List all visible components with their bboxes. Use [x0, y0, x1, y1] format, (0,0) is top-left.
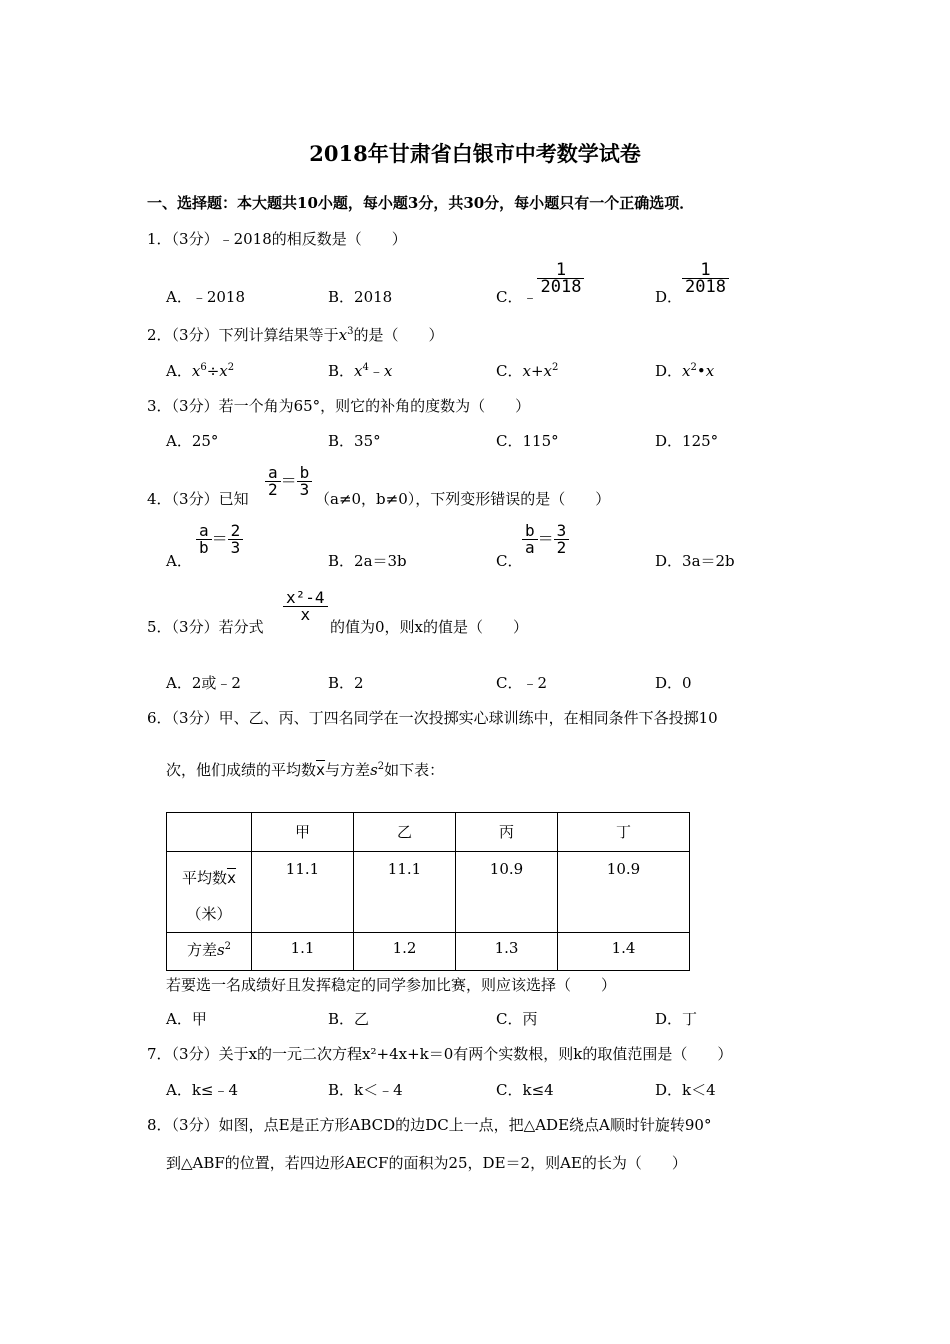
q1-option-c [496, 260, 584, 306]
x-bar-symbol: $\overline{x}$ [316, 761, 326, 779]
q6-option-c: C．丙 [496, 1010, 538, 1028]
q6-option-b: B．乙 [328, 1010, 370, 1028]
table-header-ding: 丁 [558, 813, 690, 852]
q4-stem-pre: 4．（3分）已知 [147, 490, 249, 508]
section-heading: 一、选择题：本大题共10小题，每小题3分，共30分，每小题只有一个正确选项． [147, 194, 695, 212]
q7-option-a: A．k≤﹣4 [166, 1081, 239, 1099]
table-row-mean-label [167, 852, 252, 933]
table-cell: 1.3 [456, 933, 558, 971]
q6-stem2-mid: 与方差 [325, 761, 371, 779]
fraction-numerator: x²-4 [283, 590, 328, 607]
q1-option-a: A．﹣2018 [166, 288, 246, 306]
q5-option-d: D．0 [655, 674, 692, 692]
table-row-mean [167, 852, 690, 933]
q2-option-c: C．$x+x^2$ [496, 362, 559, 380]
option-label: B． [328, 362, 355, 380]
table-cell: 1.1 [252, 933, 354, 971]
q5-option-b: B．2 [328, 674, 364, 692]
table-corner-cell [167, 813, 252, 852]
table-header-yi: 乙 [354, 813, 456, 852]
fraction-denominator: 2018 [540, 277, 582, 297]
q5-stem-post: 的值为0，则x的值是（ ） [330, 618, 529, 636]
table-header-row [167, 813, 690, 852]
q6-data-table [166, 812, 690, 971]
q3-stem: 3．（3分）若一个角为65°，则它的补角的度数为（ ） [147, 397, 531, 415]
table-cell: 10.9 [558, 852, 690, 933]
q5-fraction [283, 590, 328, 623]
q4-option-a-label: A． [166, 552, 192, 570]
fraction-numerator: 1 [537, 262, 584, 279]
fraction-a-over-2: $\frac{a}{2}$ [265, 465, 281, 498]
option-label: A． [166, 362, 192, 380]
fraction-numerator: 1 [682, 262, 729, 279]
fraction-denominator: x [300, 605, 311, 624]
q7-stem: 7．（3分）关于x的一元二次方程x²+4x+k＝0有两个实数根，则k的取值范围是（ ） [147, 1045, 733, 1063]
q1-c-fraction [537, 262, 584, 295]
q1-option-d [655, 260, 729, 306]
q2-option-b: B．$x^4﹣x$ [328, 362, 393, 380]
q6-option-a: A．甲 [166, 1010, 207, 1028]
q2-stem-post: 的是（ ） [353, 326, 444, 344]
q2-stem-pre: 2．（3分）下列计算结果等于 [147, 326, 339, 344]
q7-option-d: D．k＜4 [655, 1081, 716, 1099]
q4-option-d: D．3a＝2b [655, 552, 735, 570]
q2-stem: 2．（3分）下列计算结果等于$x^3$的是（ ） [147, 326, 444, 344]
q5-stem-pre: 5．（3分）若分式 [147, 618, 264, 636]
q6-option-d: D．丁 [655, 1010, 698, 1028]
q1-d-fraction [682, 262, 729, 295]
page-title: 2018年甘肃省白银市中考数学试卷 [309, 141, 641, 166]
table-cell: 10.9 [456, 852, 558, 933]
table-row-variance-label: 方差$s^2$ [167, 933, 252, 971]
q7-option-c: C．k≤4 [496, 1081, 554, 1099]
q3-option-b: B．35° [328, 432, 381, 450]
q4-given-equation: $\frac{a}{2}$ ＝ $\frac{b}{3}$ [265, 465, 312, 498]
q2-option-d: D．$x^2•x$ [655, 362, 715, 380]
q6-stem2-pre: 次，他们成绩的平均数 [166, 761, 317, 779]
q3-option-c: C．115° [496, 432, 559, 450]
q1-option-b: B．2018 [328, 288, 393, 306]
q1-d-label: D． [655, 288, 683, 306]
q4-option-a-equation: $\frac{a}{b}$ ＝ $\frac{2}{3}$ [196, 523, 243, 556]
mean-label: 平均数 [181, 869, 227, 887]
table-row-variance [167, 933, 690, 971]
q4-stem-post: （a≠0，b≠0），下列变形错误的是（ ） [315, 490, 611, 508]
table-header-jia: 甲 [252, 813, 354, 852]
fraction-b-over-3: $\frac{b}{3}$ [297, 465, 313, 498]
unit-label: （米） [186, 905, 232, 923]
table-header-bing: 丙 [456, 813, 558, 852]
q4-option-b: B．2a＝3b [328, 552, 407, 570]
q1-stem: 1．（3分）﹣2018的相反数是（ ） [147, 230, 407, 248]
option-label: D． [655, 362, 683, 380]
q6-stem-line2: 次，他们成绩的平均数$\overline{x}$与方差$s^2$如下表： [166, 761, 445, 779]
q4-option-c-label: C． [496, 552, 523, 570]
q5-option-a: A．2或﹣2 [166, 674, 241, 692]
q1-c-label: C．﹣ [496, 288, 538, 306]
q7-option-b: B．k＜﹣4 [328, 1081, 403, 1099]
table-cell: 11.1 [252, 852, 354, 933]
q2-option-a: A．$x^6\div x^2$ [166, 362, 235, 380]
q6-stem-line1: 6．（3分）甲、乙、丙、丁四名同学在一次投掷实心球训练中，在相同条件下各投掷10 [147, 709, 718, 727]
option-label: C． [496, 362, 523, 380]
x-bar-symbol: $\overline{x}$ [226, 869, 237, 887]
q8-stem-line2: 到△ABF的位置，若四边形AECF的面积为25，DE＝2，则AE的长为（ ） [166, 1154, 687, 1172]
q4-option-c-equation: $\frac{b}{a}$ ＝ $\frac{3}{2}$ [522, 523, 569, 556]
q6-stem2-post: 如下表： [384, 761, 445, 779]
q3-option-a: A．25° [166, 432, 219, 450]
q8-stem-line1: 8．（3分）如图，点E是正方形ABCD的边DC上一点，把△ADE绕点A顺时针旋转90° [147, 1116, 712, 1134]
table-cell: 1.2 [354, 933, 456, 971]
variance-label: 方差 [186, 941, 217, 959]
fraction-denominator: 2018 [685, 277, 726, 297]
table-cell: 1.4 [558, 933, 690, 971]
table-cell: 11.1 [354, 852, 456, 933]
q3-option-d: D．125° [655, 432, 719, 450]
q5-option-c: C．﹣2 [496, 674, 548, 692]
q6-after-table: 若要选一名成绩好且发挥稳定的同学参加比赛，则应该选择（ ） [166, 976, 617, 994]
